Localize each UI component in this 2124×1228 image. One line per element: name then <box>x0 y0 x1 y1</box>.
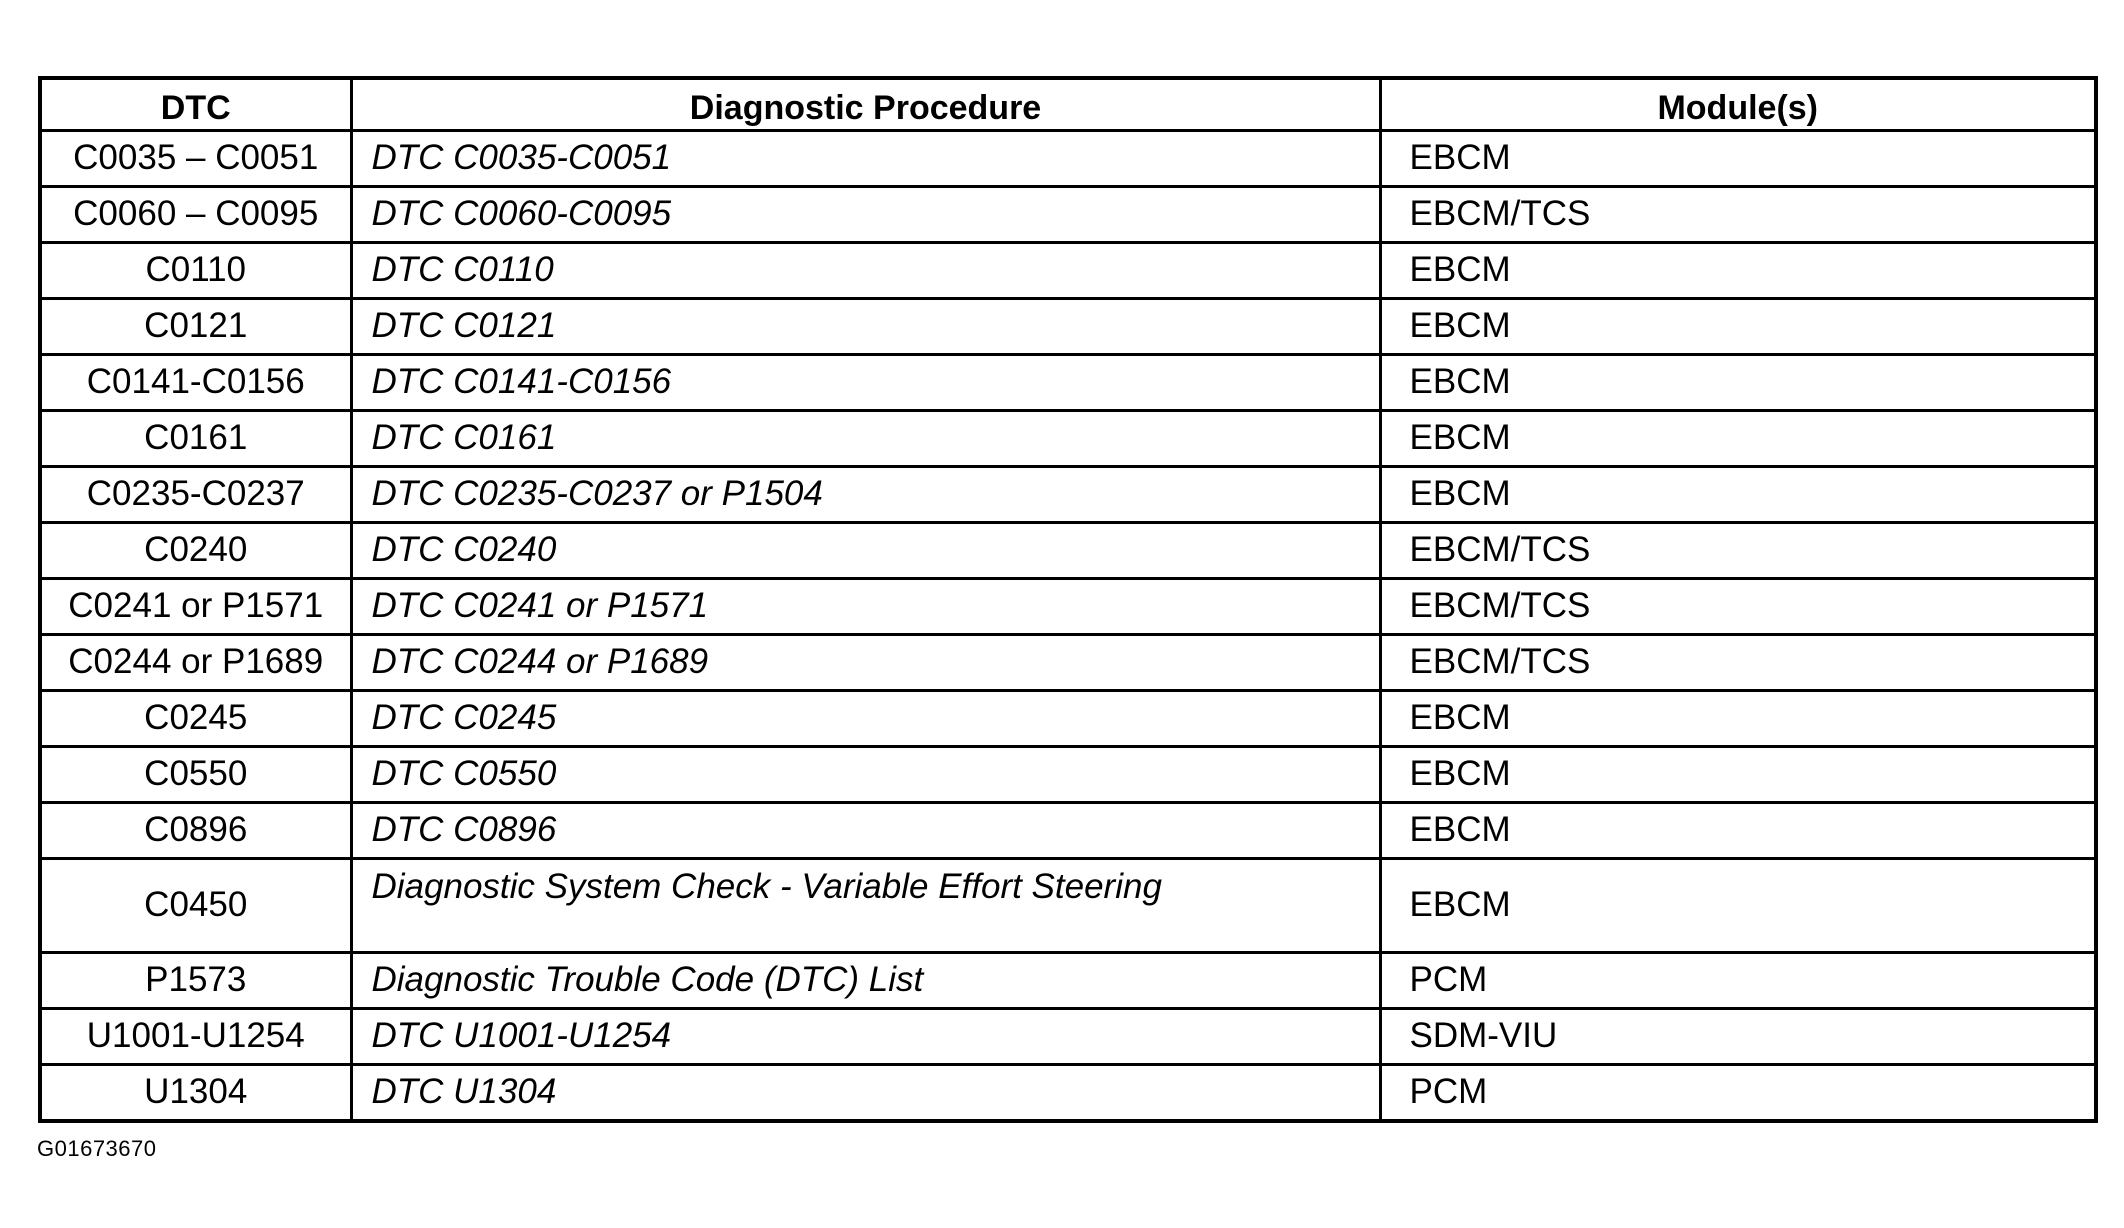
table-row <box>40 747 2096 803</box>
procedure-cell: DTC C0241 or P1571 <box>351 579 1380 635</box>
module-cell: EBCM <box>1380 747 2096 803</box>
module-cell: EBCM <box>1380 467 2096 523</box>
procedure-cell: DTC C0110 <box>351 243 1380 299</box>
procedure-cell: DTC C0896 <box>351 803 1380 859</box>
module-cell: EBCM <box>1380 355 2096 411</box>
table-row <box>40 953 2096 1009</box>
table-row <box>40 579 2096 635</box>
module-cell: EBCM <box>1380 299 2096 355</box>
procedure-cell: DTC C0035-C0051 <box>351 131 1380 187</box>
dtc-table <box>38 76 2098 1123</box>
dtc-cell: C0896 <box>40 803 351 859</box>
module-cell: SDM-VIU <box>1380 1009 2096 1065</box>
table-row <box>40 411 2096 467</box>
table-row <box>40 691 2096 747</box>
module-cell: EBCM/TCS <box>1380 523 2096 579</box>
dtc-cell: C0241 or P1571 <box>40 579 351 635</box>
dtc-cell: C0244 or P1689 <box>40 635 351 691</box>
procedure-cell: DTC C0245 <box>351 691 1380 747</box>
table-row <box>40 859 2096 953</box>
header-modules: Module(s) <box>1380 78 2096 131</box>
dtc-cell: C0060 – C0095 <box>40 187 351 243</box>
module-cell: EBCM <box>1380 411 2096 467</box>
header-row <box>40 78 2096 131</box>
figure-id: G01673670 <box>37 1136 157 1161</box>
dtc-cell: C0235-C0237 <box>40 467 351 523</box>
module-cell: EBCM <box>1380 691 2096 747</box>
module-cell: EBCM/TCS <box>1380 579 2096 635</box>
table-row <box>40 243 2096 299</box>
header-diagnostic-procedure: Diagnostic Procedure <box>351 78 1380 131</box>
procedure-cell: DTC C0244 or P1689 <box>351 635 1380 691</box>
dtc-cell: C0550 <box>40 747 351 803</box>
procedure-cell: Diagnostic Trouble Code (DTC) List <box>351 953 1380 1009</box>
procedure-cell: DTC C0235-C0237 or P1504 <box>351 467 1380 523</box>
dtc-cell: C0240 <box>40 523 351 579</box>
module-cell: EBCM/TCS <box>1380 187 2096 243</box>
module-cell: EBCM <box>1380 243 2096 299</box>
dtc-cell: P1573 <box>40 953 351 1009</box>
table-row <box>40 187 2096 243</box>
dtc-cell: U1304 <box>40 1065 351 1121</box>
header-dtc: DTC <box>40 78 351 131</box>
procedure-cell: DTC C0141-C0156 <box>351 355 1380 411</box>
module-cell: EBCM/TCS <box>1380 635 2096 691</box>
dtc-cell: U1001-U1254 <box>40 1009 351 1065</box>
dtc-cell: C0035 – C0051 <box>40 131 351 187</box>
dtc-cell: C0245 <box>40 691 351 747</box>
table-body <box>40 131 2096 1121</box>
dtc-cell: C0110 <box>40 243 351 299</box>
module-cell: PCM <box>1380 953 2096 1009</box>
module-cell: PCM <box>1380 1065 2096 1121</box>
table-row <box>40 635 2096 691</box>
module-cell: EBCM <box>1380 131 2096 187</box>
dtc-cell: C0161 <box>40 411 351 467</box>
procedure-cell: DTC U1304 <box>351 1065 1380 1121</box>
table-row <box>40 467 2096 523</box>
procedure-cell: DTC C0550 <box>351 747 1380 803</box>
table-row <box>40 131 2096 187</box>
module-cell: EBCM <box>1380 803 2096 859</box>
table-row <box>40 1009 2096 1065</box>
procedure-cell: DTC C0240 <box>351 523 1380 579</box>
procedure-cell: DTC C0161 <box>351 411 1380 467</box>
table-row <box>40 1065 2096 1121</box>
procedure-cell: DTC C0060-C0095 <box>351 187 1380 243</box>
dtc-cell: C0141-C0156 <box>40 355 351 411</box>
table-row <box>40 355 2096 411</box>
table-row <box>40 299 2096 355</box>
procedure-cell: DTC C0121 <box>351 299 1380 355</box>
table-header <box>40 78 2096 131</box>
procedure-cell: DTC U1001-U1254 <box>351 1009 1380 1065</box>
dtc-cell: C0121 <box>40 299 351 355</box>
procedure-cell: Diagnostic System Check - Variable Effort Steering <box>351 859 1380 953</box>
dtc-cell: C0450 <box>40 859 351 953</box>
table-row <box>40 803 2096 859</box>
module-cell: EBCM <box>1380 859 2096 953</box>
table-row <box>40 523 2096 579</box>
